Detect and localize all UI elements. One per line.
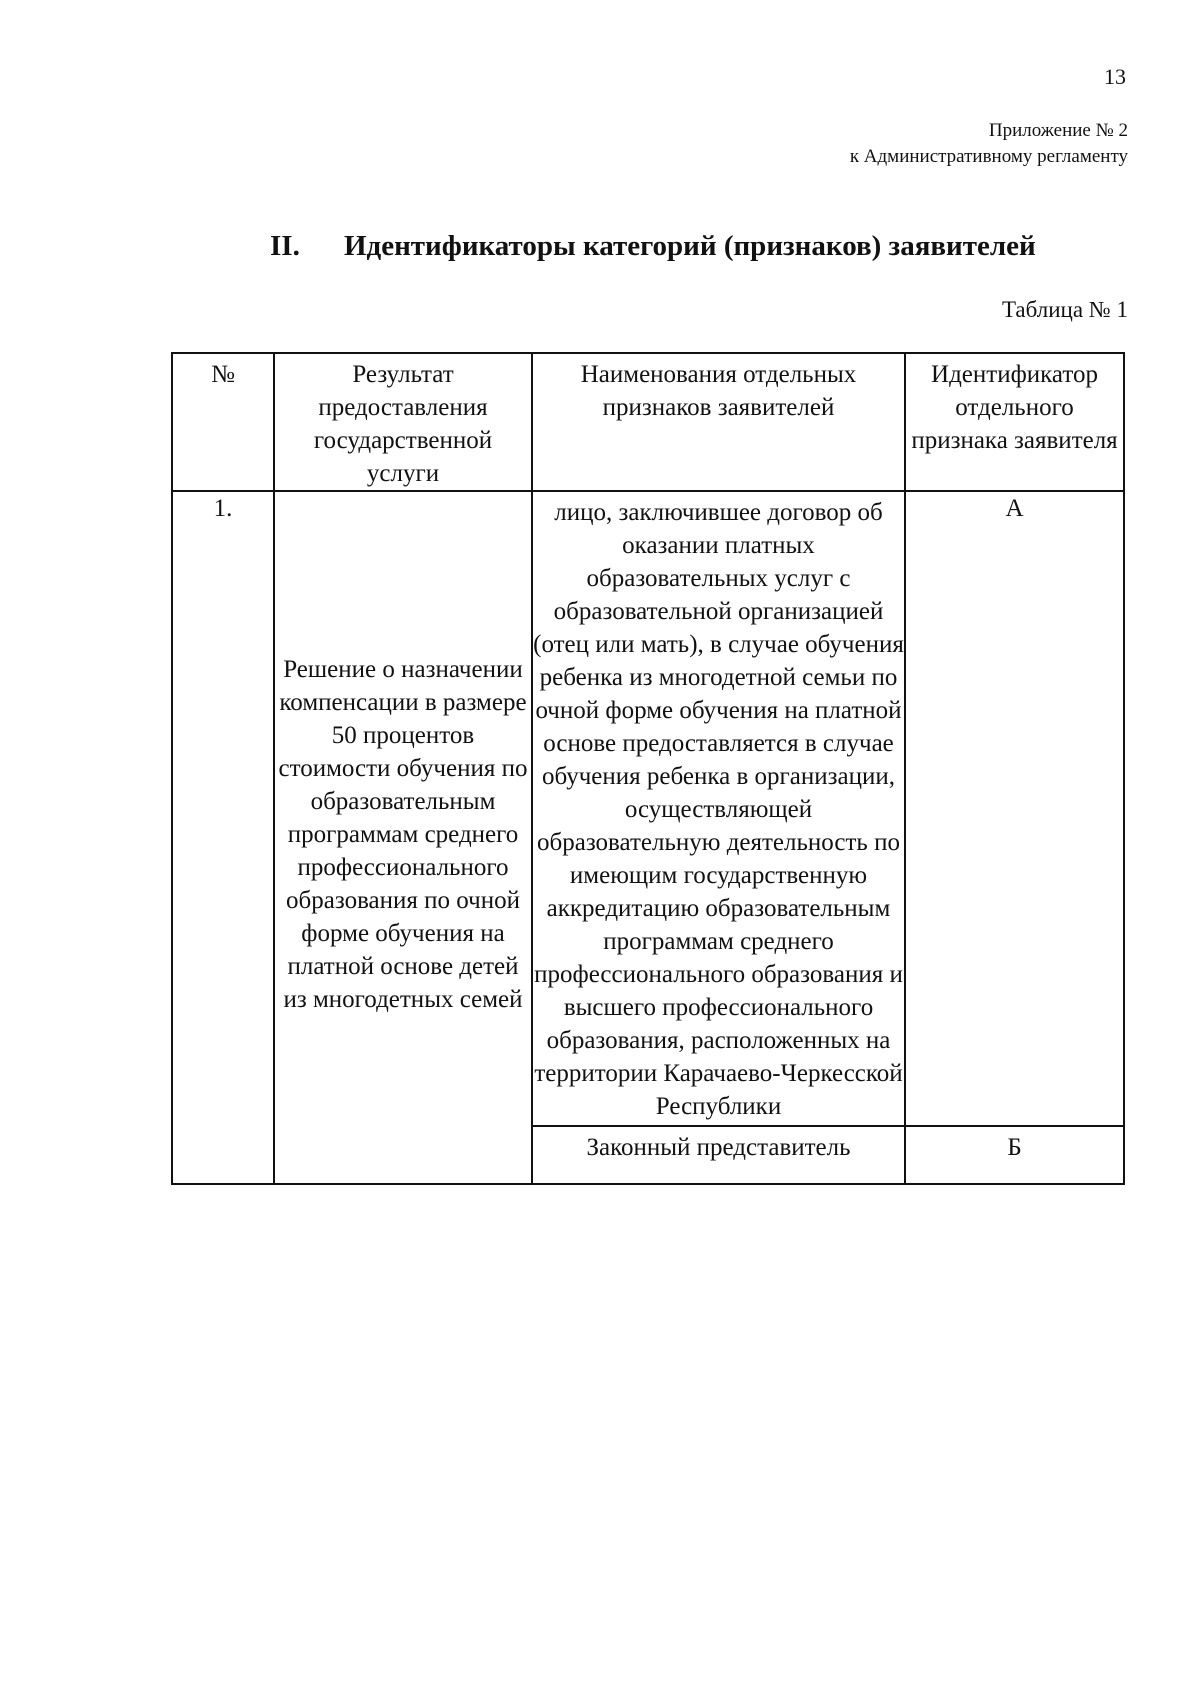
applicant-identifier-cell bbox=[905, 1126, 1124, 1184]
applicant-description-cell bbox=[532, 491, 905, 1126]
result-cell bbox=[274, 491, 532, 1184]
applicant-identifier: А bbox=[1005, 495, 1024, 522]
section-heading bbox=[0, 230, 1200, 270]
header-applicant-features bbox=[532, 353, 905, 491]
applicant-identifier-cell bbox=[905, 491, 1124, 1126]
header-identifier bbox=[905, 353, 1124, 491]
row-number-cell bbox=[172, 491, 274, 1184]
page-number: 13 bbox=[1104, 64, 1126, 89]
section-title: Идентификаторы категорий (признаков) заявителей bbox=[344, 230, 1036, 262]
service-result: Решение о назначении компенсации в размере 50 процентов стоимости обучения по образовательным программам среднего профессионального образования по очной форме обучения на платной основе детей из многодетных семей bbox=[278, 656, 528, 1013]
appendix-reference bbox=[850, 118, 1128, 170]
header-number-label: № bbox=[211, 361, 235, 388]
applicant-identifiers-table bbox=[171, 352, 1125, 1185]
table-caption: Таблица № 1 bbox=[1001, 297, 1128, 322]
table-header-row bbox=[172, 353, 1124, 491]
applicant-description: Законный представитель bbox=[586, 1134, 851, 1161]
header-result-label: Результат предоставления государственной услуги bbox=[313, 361, 493, 487]
applicant-identifier: Б bbox=[1007, 1134, 1022, 1161]
header-applicant-features-label: Наименования отдельных признаков заявителей bbox=[580, 361, 857, 421]
applicant-description-cell bbox=[532, 1126, 905, 1184]
header-number bbox=[172, 353, 274, 491]
appendix-line-2: к Административному регламенту bbox=[849, 146, 1128, 167]
section-number: II. bbox=[270, 230, 300, 262]
appendix-line-1: Приложение № 2 bbox=[988, 120, 1128, 141]
row-number: 1. bbox=[213, 495, 233, 522]
header-result bbox=[274, 353, 532, 491]
header-identifier-label: Идентификатор отдельного признака заявителя bbox=[911, 361, 1118, 454]
table-row bbox=[172, 491, 1124, 1126]
applicant-description: лицо, заключившее договор об оказании платных образовательных услуг с образовательной организацией (отец или мать), в случае обучения ребенка из многодетной семьи по очной форме обучения на платной основе предоставляется в случае обучения ребенка в организации, осуществляющей образовательную деятельность по имеющим государственную аккредитацию образовательным программам среднего профессионального образования и высшего профессионального образования, расположенных на территории Карачаево-Черкесской Республики bbox=[533, 499, 904, 1120]
